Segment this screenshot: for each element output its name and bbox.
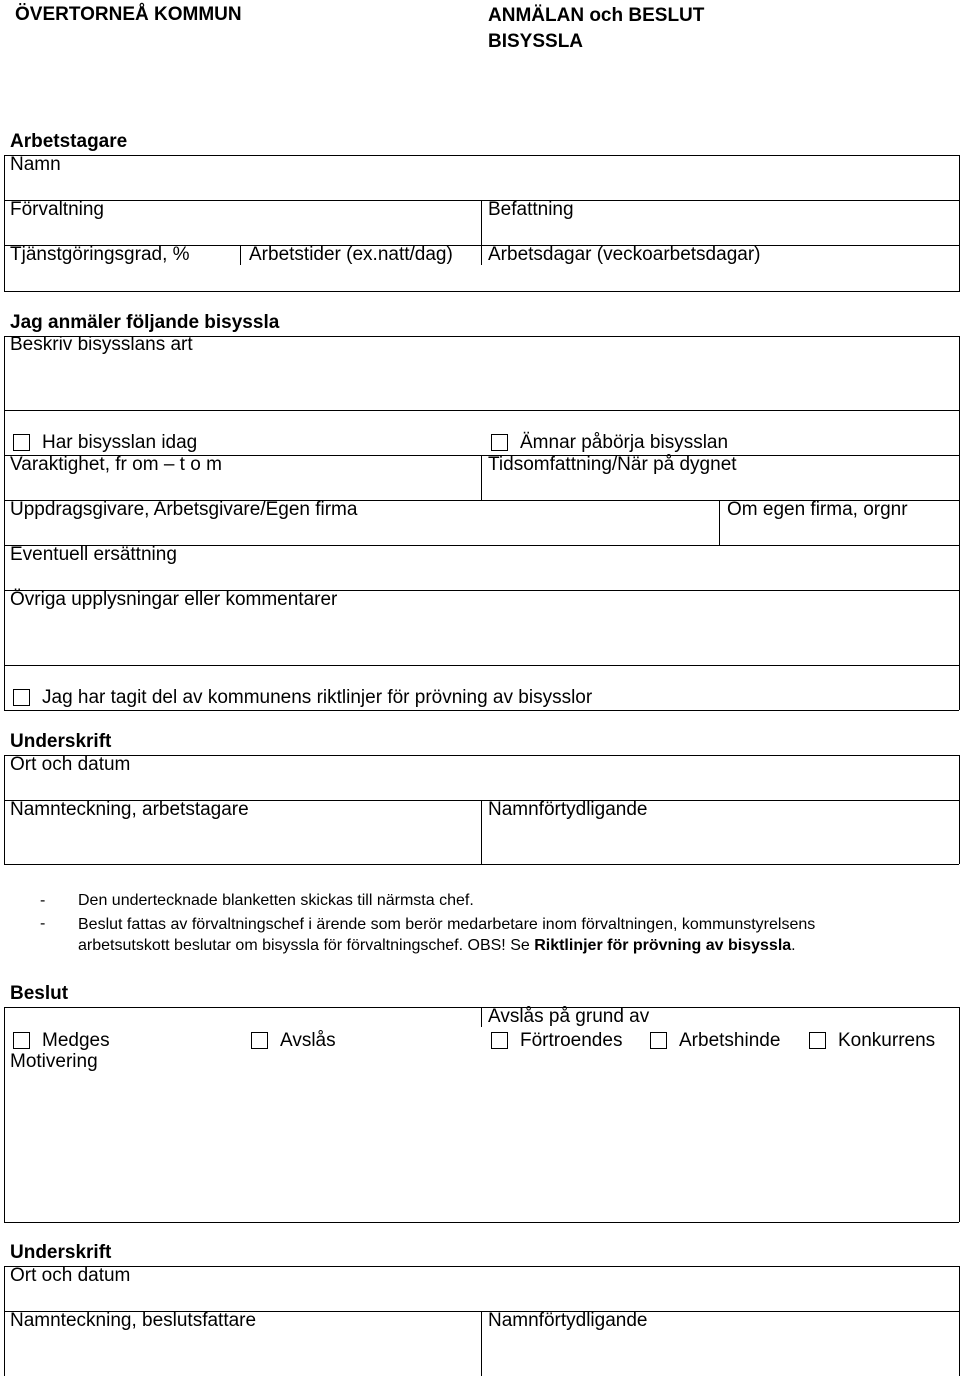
position-field[interactable]: Befattning [488,199,574,220]
work-hours-field[interactable]: Arbetstider (ex.natt/dag) [249,244,453,265]
competition-label: Konkurrens [838,1030,936,1051]
rejected-label: Avslås [280,1030,336,1051]
guidelines-reference: Riktlinjer för prövning av bisyssla [534,937,792,954]
note1-text: Den undertecknade blanketten skickas till närmsta chef. [78,892,474,909]
trust-label: Förtroendes [520,1030,623,1051]
has-today-label: Har bisysslan idag [42,432,198,453]
client-field[interactable]: Uppdragsgivare, Arbetsgivare/Egen firma [10,499,358,520]
other-comments-field[interactable]: Övriga upplysningar eller kommentarer [10,589,338,610]
decision-maker-signature-field[interactable]: Namnteckning, beslutsfattare [10,1310,257,1331]
signature1-section-title: Underskrift [10,731,112,752]
note2-line1: Beslut fattas av förvaltningschef i ärende som berör medarbetare inom förvaltningen, kommunstyrelsens [78,916,816,933]
department-field[interactable]: Förvaltning [10,199,104,220]
intends-start-label: Ämnar påbörja bisysslan [520,432,729,453]
compensation-field[interactable]: Eventuell ersättning [10,544,177,565]
intends-start-checkbox[interactable] [491,434,508,451]
describe-field[interactable]: Beskriv bisysslans art [10,334,193,355]
form-title-line1: ANMÄLAN och BESLUT [488,5,705,26]
approved-label: Medges [42,1030,110,1051]
guidelines-checkbox[interactable] [13,689,30,706]
service-rate-field[interactable]: Tjänstgöringsgrad, % [10,244,190,265]
guidelines-label: Jag har tagit del av kommunens riktlinjer för prövning av bisysslor [42,687,593,708]
form-title-line2: BISYSSLA [488,31,584,52]
rejection-reason-title: Avslås på grund av [488,1006,650,1027]
motivation-field[interactable]: Motivering [10,1051,98,1072]
org-name: ÖVERTORNEÅ KOMMUN [15,4,242,25]
employee-section-title: Arbetstagare [10,131,128,152]
note1-dash: - [40,892,46,909]
decision-place-date-field[interactable]: Ort och datum [10,1265,131,1286]
decision-section-title: Beslut [10,983,69,1004]
signature2-section-title: Underskrift [10,1242,112,1263]
rejected-checkbox[interactable] [251,1032,268,1049]
name-field[interactable]: Namn [10,154,61,175]
note2-period: . [791,937,796,954]
decision-maker-name-clarification-field[interactable]: Namnförtydligande [488,1310,648,1331]
employee-name-clarification-field[interactable]: Namnförtydligande [488,799,648,820]
place-date-field[interactable]: Ort och datum [10,754,131,775]
note2-dash: - [40,915,46,932]
note2-line2 [78,938,796,954]
time-scope-field[interactable]: Tidsomfattning/När på dygnet [488,454,737,475]
duration-field[interactable]: Varaktighet, fr om – t o m [10,454,222,475]
trust-checkbox[interactable] [491,1032,508,1049]
work-days-field[interactable]: Arbetsdagar (veckoarbetsdagar) [488,244,761,265]
note2-line2-text: arbetsutskott beslutar om bisyssla för förvaltningschef. OBS! Se [78,937,535,954]
competition-checkbox[interactable] [809,1032,826,1049]
approved-checkbox[interactable] [13,1032,30,1049]
report-section-title: Jag anmäler följande bisyssla [10,312,280,333]
employee-signature-field[interactable]: Namnteckning, arbetstagare [10,799,249,820]
has-today-checkbox[interactable] [13,434,30,451]
work-obstacle-label: Arbetshinde [679,1030,781,1051]
org-number-field[interactable]: Om egen firma, orgnr [727,499,908,520]
work-obstacle-checkbox[interactable] [650,1032,667,1049]
